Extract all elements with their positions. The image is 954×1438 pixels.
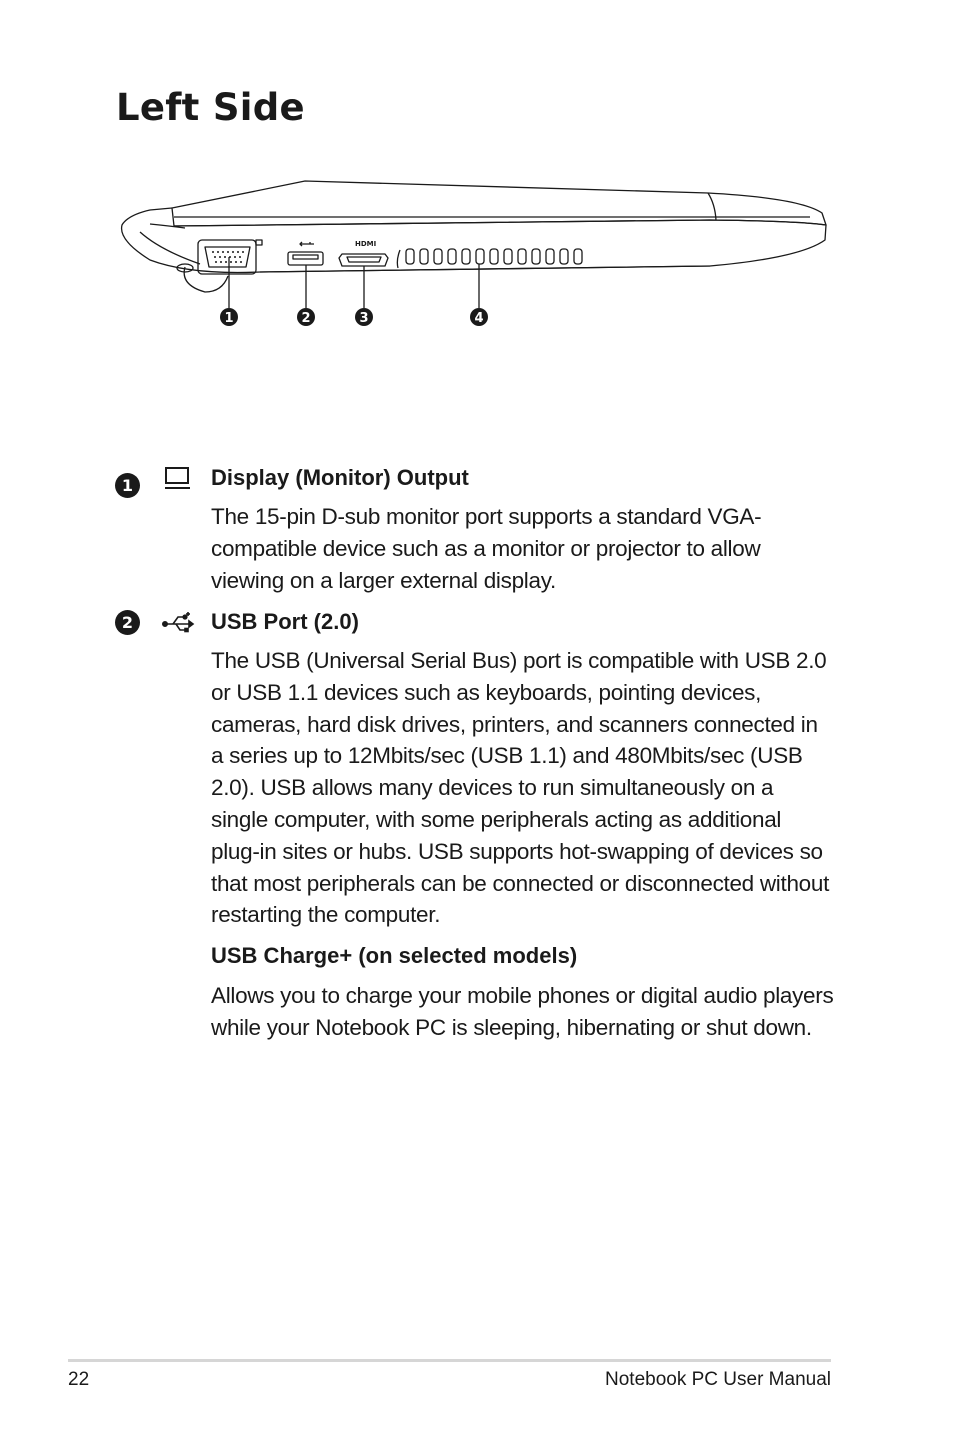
item-description: The USB (Universal Serial Bus) port is compatible with USB 2.0 or USB 1.1 devices such as keyboards, pointing devices, cameras, hard disk drives, printers, and scanners connected in a series up to 12Mbits/sec (USB 1.1) and 480Mbits/sec (USB 2.0). USB allows many devices to run simultaneously on a single computer, with some peripherals acting as additional plug-in sites or hubs. USB supports hot-swapping of devices so that most peripherals can be connected or disconnected without restarting the computer. xyxy=(211,648,830,928)
manual-title: Notebook PC User Manual xyxy=(605,1369,831,1390)
hdmi-port-label: HDMI xyxy=(355,240,377,248)
item-number-badge: 2 xyxy=(115,610,140,635)
usb-port-graphic xyxy=(288,242,323,265)
callout-1 xyxy=(220,308,238,326)
callout-3 xyxy=(355,308,373,326)
item-title: USB Port (2.0) xyxy=(211,609,359,634)
svg-text:2: 2 xyxy=(301,311,311,326)
laptop-left-side-illustration xyxy=(110,170,835,335)
item-number-badge: 1 xyxy=(115,473,140,498)
svg-text:4: 4 xyxy=(474,311,484,326)
svg-text:1: 1 xyxy=(224,311,234,326)
subsection-title: USB Charge+ (on selected models) xyxy=(211,943,578,968)
svg-text:3: 3 xyxy=(359,311,369,326)
vga-port-graphic xyxy=(198,240,262,274)
item-title: Display (Monitor) Output xyxy=(211,465,469,490)
subsection-description: Allows you to charge your mobile phones or digital audio players while your Notebook PC is sleeping, hibernating or shut down. xyxy=(211,983,834,1040)
air-vents-graphic xyxy=(397,249,582,268)
callout-2 xyxy=(297,308,315,326)
item-description: The 15-pin D-sub monitor port supports a standard VGA-compatible device such as a monitor or projector to allow viewing on a larger external display. xyxy=(211,504,762,593)
laptop-lid xyxy=(172,181,826,226)
footer-divider xyxy=(68,1359,831,1362)
usb-icon xyxy=(160,609,196,637)
page-title: Left Side xyxy=(116,86,305,129)
monitor-icon xyxy=(164,466,192,492)
page-number: 22 xyxy=(68,1369,90,1390)
callout-4 xyxy=(470,308,488,326)
hdmi-port-graphic xyxy=(339,254,388,266)
